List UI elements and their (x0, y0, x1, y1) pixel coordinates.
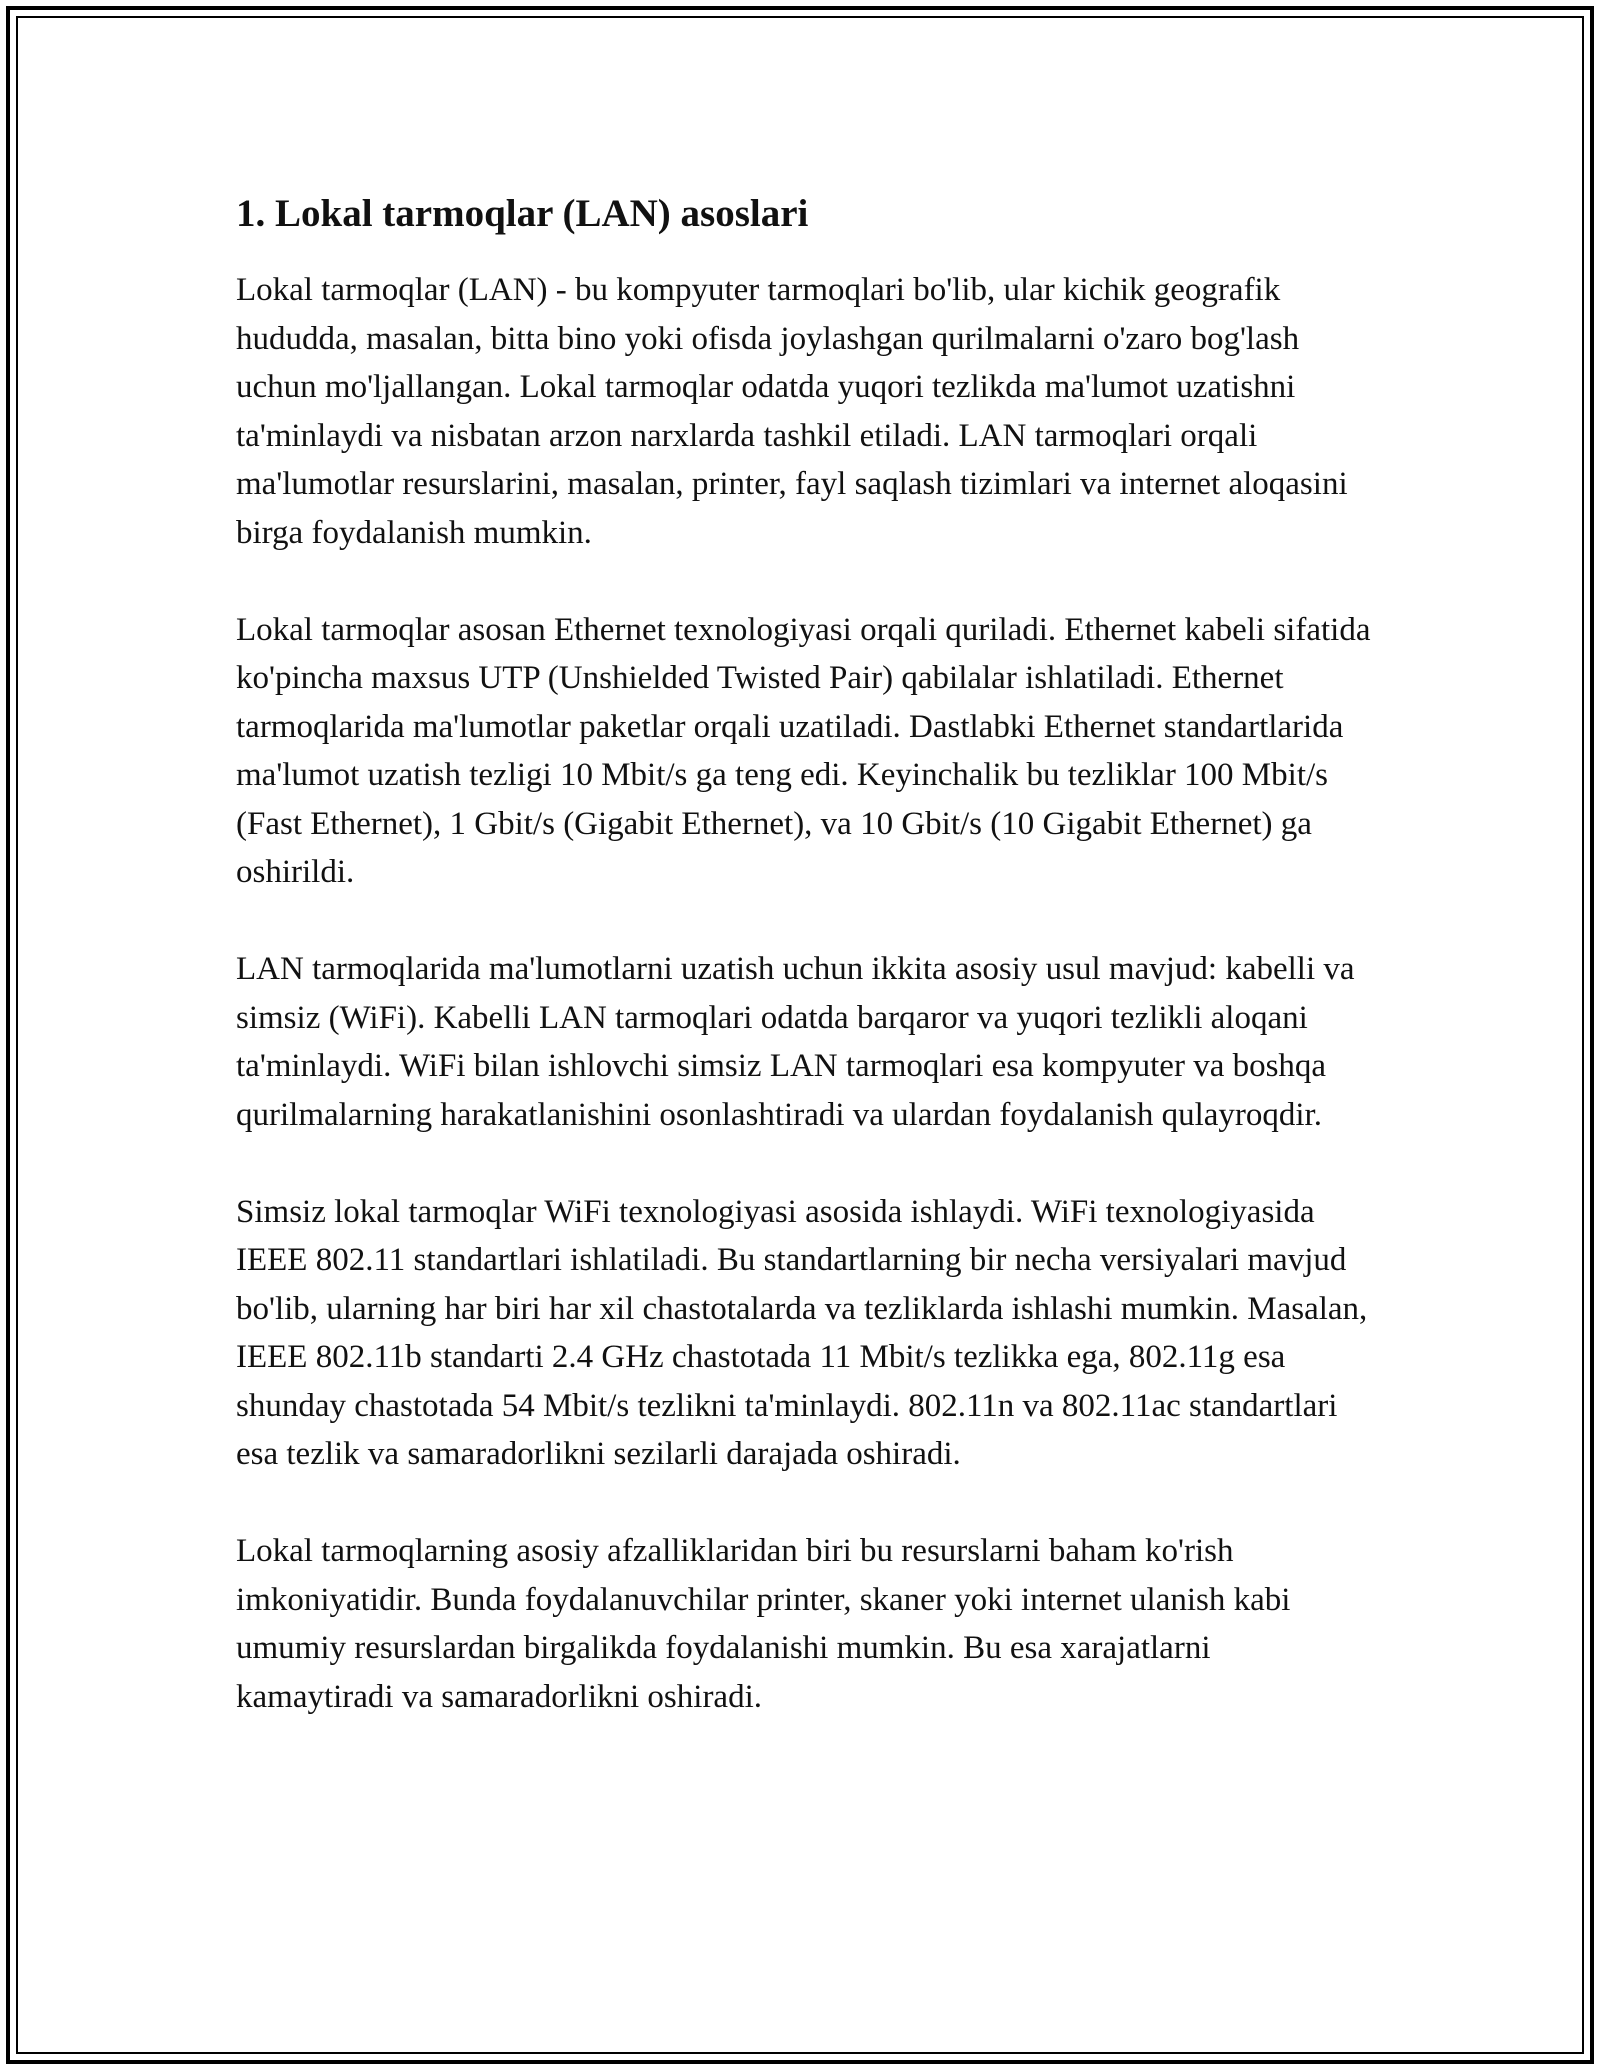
document-body (236, 184, 1376, 1770)
paragraph-transmission-methods: LAN tarmoqlarida ma'lumotlarni uzatish uchun ikkita asosiy usul mavjud: kabelli va simsiz (WiFi). Kabelli LAN tarmoqlari odatda barqaror va yuqori tezlikli aloqani ta'minlaydi. WiFi bilan ishlovchi simsiz LAN tarmoqlari esa kompyuter va boshqa qurilmalarning harakatlanishini osonlashtiradi va ulardan foydalanish qulayroqdir. (236, 951, 1355, 1133)
section-heading: 1. Lokal tarmoqlar (LAN) asoslari (236, 192, 809, 235)
paragraph-wifi-standards: Simsiz lokal tarmoqlar WiFi texnologiyasi asosida ishlaydi. WiFi texnologiyasida IEEE 802.11 standartlari ishlatiladi. Bu standartlarning bir necha versiyalari mavjud bo'lib, ularning har biri har xil chastotalarda va tezliklarda ishlashi mumkin. Masalan, IEEE 802.11b standarti 2.4 GHz chastotada 11 Mbit/s tezlikka ega, 802.11g esa shunday chastotada 54 Mbit/s tezlikni ta'minlaydi. 802.11n va 802.11ac standartlari esa tezlik va samaradorlikni sezilarli darajada oshiradi. (236, 1193, 1368, 1472)
paragraph-advantages: Lokal tarmoqlarning asosiy afzalliklaridan biri bu resurslarni baham ko'rish imkoniyatidir. Bunda foydalanuvchilar printer, skaner yoki internet ulanish kabi umumiy resurslardan birgalikda foydalanishi mumkin. Bu esa xarajatlarni kamaytiradi va samaradorlikni oshiradi. (236, 1533, 1291, 1715)
paragraph-lan-definition: Lokal tarmoqlar (LAN) - bu kompyuter tarmoqlari bo'lib, ular kichik geografik hududda, masalan, bitta bino yoki ofisda joylashgan qurilmalarni o'zaro bog'lash uchun mo'ljallangan. Lokal tarmoqlar odatda yuqori tezlikda ma'lumot uzatishni ta'minlaydi va nisbatan arzon narxlarda tashkil etiladi. LAN tarmoqlari orqali ma'lumotlar resurslarini, masalan, printer, fayl saqlash tizimlari va internet aloqasini birga foydalanish mumkin. (236, 272, 1348, 551)
paragraph-ethernet: Lokal tarmoqlar asosan Ethernet texnologiyasi orqali quriladi. Ethernet kabeli sifatida ko'pincha maxsus UTP (Unshielded Twisted Pair) qabilalar ishlatiladi. Ethernet tarmoqlarida ma'lumotlar paketlar orqali uzatiladi. Dastlabki Ethernet standartlarida ma'lumot uzatish tezligi 10 Mbit/s ga teng edi. Keyinchalik bu tezliklar 100 Mbit/s (Fast Ethernet), 1 Gbit/s (Gigabit Ethernet), va 10 Gbit/s (10 Gigabit Ethernet) ga oshirildi. (236, 611, 1371, 890)
